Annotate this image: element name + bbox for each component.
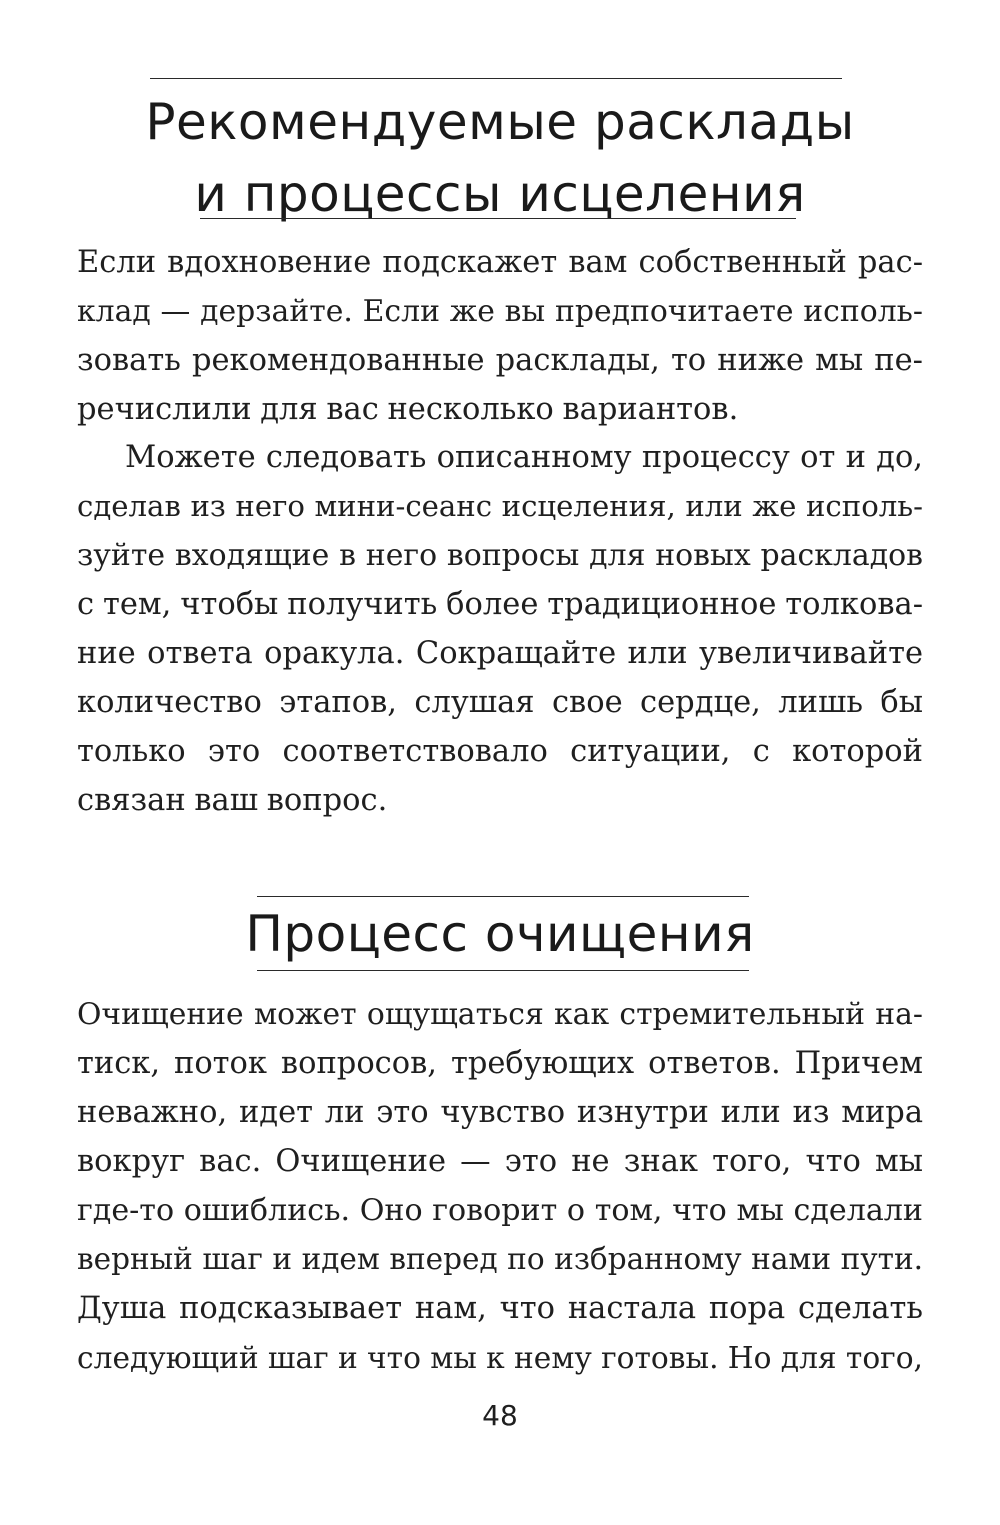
- text-line: неважно, идет ли это чувство изнутри или из мира: [77, 1095, 923, 1130]
- text-line: где-то ошиблись. Оно говорит о том, что мы сделали: [77, 1193, 923, 1228]
- text-line: речислили для вас несколько вариантов.: [77, 392, 739, 427]
- text-line: ние ответа оракула. Сокращайте или увеличивайте: [77, 636, 923, 671]
- text-line: клад — дерзайте. Если же вы предпочитаете исполь-: [77, 294, 923, 329]
- heading-bottom-rule: [257, 970, 749, 971]
- page-number: 48: [482, 1399, 518, 1432]
- text-line: количество этапов, слушая свое сердце, лишь бы: [77, 685, 923, 720]
- text-line: тиск, поток вопросов, требующих ответов. Причем: [77, 1046, 923, 1081]
- text-line: Очищение может ощущаться как стремительный на-: [77, 997, 923, 1032]
- text-line: вокруг вас. Очищение — это не знак того, что мы: [77, 1144, 923, 1179]
- text-line: связан ваш вопрос.: [77, 783, 388, 818]
- section-heading-cleansing-process: [0, 898, 1000, 970]
- heading-line: и процессы исцеления: [194, 165, 806, 223]
- heading-line: Процесс очищения: [245, 905, 755, 963]
- text-line: следующий шаг и что мы к нему готовы. Но для того,: [77, 1340, 923, 1375]
- text-line: Душа подсказывает нам, что настала пора сделать: [77, 1291, 923, 1326]
- text-line: зовать рекомендованные расклады, то ниже мы пе-: [77, 343, 923, 378]
- heading-line: Рекомендуемые расклады: [145, 93, 855, 151]
- paragraph-cleansing: [77, 990, 923, 1382]
- text-line: Если вдохновение подскажет вам собственный рас-: [77, 245, 923, 280]
- text-line: с тем, чтобы получить более традиционное толкова-: [77, 587, 923, 622]
- paragraph-usage: [77, 433, 923, 825]
- section-heading-recommended-spreads: [0, 86, 1000, 230]
- text-line: сделав из него мини-сеанс исцеления, или же исполь-: [77, 489, 923, 523]
- heading-top-rule: [257, 896, 749, 897]
- text-line: только это соответствовало ситуации, с которой: [77, 734, 923, 769]
- text-line: Можете следовать описанному процессу от и до,: [125, 440, 923, 475]
- heading-top-rule: [150, 78, 842, 79]
- heading-bottom-rule: [200, 218, 796, 219]
- paragraph-intro: [77, 238, 923, 434]
- text-line: зуйте входящие в него вопросы для новых раскладов: [77, 538, 923, 573]
- text-line: верный шаг и идем вперед по избранному нами пути.: [77, 1242, 923, 1276]
